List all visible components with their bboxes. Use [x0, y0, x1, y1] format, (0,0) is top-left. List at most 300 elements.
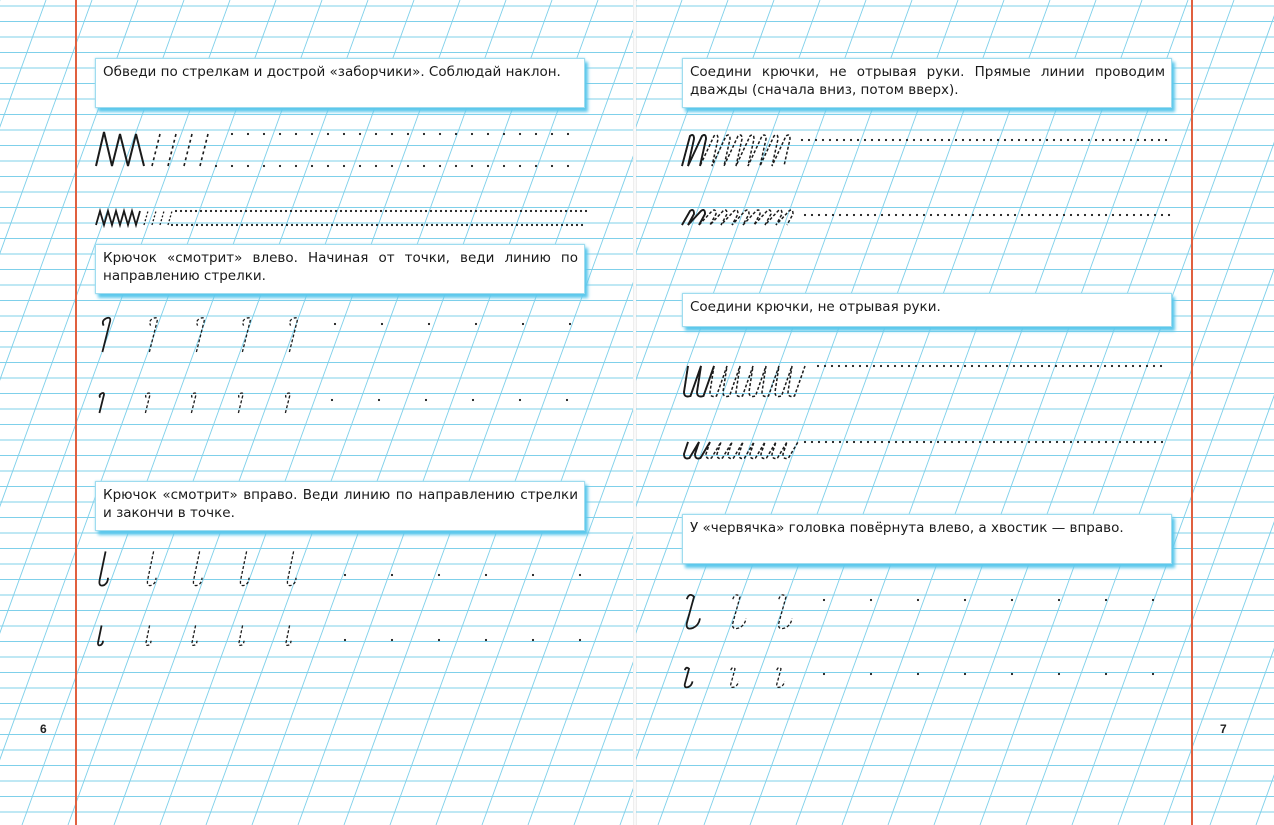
guide-dot: [874, 441, 876, 443]
guide-dot: [948, 139, 950, 141]
guide-dot: [831, 365, 833, 367]
hook-left-stroke: [238, 393, 243, 413]
guide-dot: [378, 399, 380, 401]
page-number-left: 6: [40, 722, 47, 736]
guide-dot: [471, 224, 473, 226]
guide-dot: [853, 441, 855, 443]
guide-dot: [406, 224, 408, 226]
fence-row-small: [92, 205, 592, 230]
guide-dot: [1081, 139, 1083, 141]
guide-dot: [569, 323, 571, 325]
guide-dot: [438, 574, 440, 576]
guide-dot: [535, 133, 537, 135]
small-fence-dashed-strokes: [144, 211, 172, 225]
guide-dot: [315, 210, 317, 212]
guide-dot: [808, 139, 810, 141]
guide-dot: [1020, 365, 1022, 367]
guide-dot: [376, 224, 378, 226]
guide-dot: [1042, 214, 1044, 216]
guide-dot: [321, 224, 323, 226]
guide-dot: [275, 210, 277, 212]
guide-dot: [908, 365, 910, 367]
guide-dot: [331, 399, 333, 401]
guide-dot: [519, 165, 521, 167]
guide-dot: [888, 214, 890, 216]
guide-dot: [1132, 365, 1134, 367]
guide-dot: [438, 639, 440, 641]
guide-dot: [899, 139, 901, 141]
guide-dot: [380, 210, 382, 212]
guide-dot: [175, 210, 177, 212]
guide-dot: [221, 224, 223, 226]
guide-dot: [1025, 139, 1027, 141]
hook-right-stroke: [99, 551, 108, 585]
guide-dot: [1105, 214, 1107, 216]
hook-left-stroke: [285, 393, 290, 413]
guide-dot: [391, 574, 393, 576]
guide-dot: [351, 224, 353, 226]
guide-dot: [999, 365, 1001, 367]
guide-dot: [1119, 441, 1121, 443]
guide-dot: [1039, 139, 1041, 141]
hook-right-stroke: [193, 551, 202, 585]
guide-dot: [825, 441, 827, 443]
guide-dot: [296, 224, 298, 226]
guide-dot: [535, 210, 537, 212]
hook-right-stroke: [98, 625, 103, 645]
guide-dot: [894, 365, 896, 367]
guide-dot: [290, 210, 292, 212]
guide-dot: [211, 224, 213, 226]
guide-dot: [561, 224, 563, 226]
guide-dot: [895, 441, 897, 443]
hook-left-row-small: [92, 388, 592, 418]
guide-dot: [824, 365, 826, 367]
guide-dot: [340, 210, 342, 212]
guide-dot: [579, 639, 581, 641]
guide-dot: [1133, 214, 1135, 216]
guide-dot: [979, 214, 981, 216]
guide-dot: [930, 214, 932, 216]
guide-dot: [501, 224, 503, 226]
guide-dot: [180, 210, 182, 212]
guide-dot: [411, 224, 413, 226]
guide-dot: [390, 210, 392, 212]
guide-dot: [923, 441, 925, 443]
guide-dot: [566, 399, 568, 401]
slant-line: [888, 0, 1188, 825]
guide-dot: [405, 210, 407, 212]
guide-dot: [371, 224, 373, 226]
guide-dot: [1035, 441, 1037, 443]
guide-dot: [305, 210, 307, 212]
guide-dot: [485, 639, 487, 641]
guide-dot: [385, 210, 387, 212]
guide-dot: [270, 210, 272, 212]
guide-dot: [811, 441, 813, 443]
hook-right-stroke: [286, 625, 291, 645]
guide-dot: [428, 323, 430, 325]
guide-dot: [231, 133, 233, 135]
guide-dot: [407, 165, 409, 167]
guide-dot: [500, 210, 502, 212]
guide-dot: [1137, 139, 1139, 141]
guide-dot: [456, 224, 458, 226]
guide-dot: [1014, 441, 1016, 443]
guide-dot: [829, 139, 831, 141]
guide-dot: [334, 323, 336, 325]
hook-right-row-large: [92, 545, 592, 590]
guide-dot: [201, 224, 203, 226]
guide-dot: [1144, 139, 1146, 141]
connected-hooks-traced: [682, 210, 705, 225]
guide-dot: [343, 165, 345, 167]
guide-dot: [375, 210, 377, 212]
slant-line: [1210, 0, 1274, 825]
worm-stroke: [731, 668, 739, 688]
guide-dot: [431, 224, 433, 226]
guide-dot: [1161, 441, 1163, 443]
guide-dot: [1011, 673, 1013, 675]
guide-dot: [346, 224, 348, 226]
guide-dot: [838, 365, 840, 367]
guide-dot: [1027, 365, 1029, 367]
guide-dot: [455, 165, 457, 167]
fence-row-large: [92, 128, 592, 173]
guide-dot: [503, 133, 505, 135]
guide-dot: [246, 224, 248, 226]
guide-dot: [335, 210, 337, 212]
guide-dot: [356, 224, 358, 226]
guide-dot: [1091, 441, 1093, 443]
guide-dot: [993, 214, 995, 216]
guide-dot: [950, 365, 952, 367]
worm-stroke: [685, 668, 693, 688]
guide-dot: [843, 139, 845, 141]
guide-dot: [1123, 139, 1125, 141]
guide-dot: [1007, 441, 1009, 443]
guide-dot: [281, 224, 283, 226]
guide-dot: [839, 441, 841, 443]
guide-dot: [818, 441, 820, 443]
guide-dot: [330, 210, 332, 212]
guide-dot: [195, 210, 197, 212]
guide-dot: [1168, 214, 1170, 216]
guide-dot: [964, 599, 966, 601]
guide-dot: [892, 139, 894, 141]
guide-dot: [1063, 441, 1065, 443]
guide-dot: [535, 165, 537, 167]
guide-dot: [425, 399, 427, 401]
hook-left-stroke: [99, 393, 104, 413]
guide-dot: [471, 165, 473, 167]
guide-dot: [937, 441, 939, 443]
guide-dot: [531, 224, 533, 226]
guide-dot: [836, 139, 838, 141]
guide-dot: [957, 365, 959, 367]
guide-dot: [496, 224, 498, 226]
worm-stroke: [733, 595, 746, 629]
guide-dot: [1098, 214, 1100, 216]
guide-dot: [986, 441, 988, 443]
guide-dot: [245, 210, 247, 212]
guide-dot: [832, 214, 834, 216]
guide-dot: [930, 441, 932, 443]
guide-dot: [1105, 441, 1107, 443]
connected-hooks-stroke: [682, 135, 790, 166]
guide-dot: [381, 323, 383, 325]
guide-dot: [311, 165, 313, 167]
guide-dot: [880, 365, 882, 367]
guide-dot: [1118, 365, 1120, 367]
guide-dot: [472, 399, 474, 401]
guide-dot: [265, 210, 267, 212]
guide-dot: [191, 224, 193, 226]
guide-dot: [852, 365, 854, 367]
guide-dot: [1140, 214, 1142, 216]
guide-dot: [1095, 139, 1097, 141]
guide-dot: [1048, 365, 1050, 367]
guide-dot: [801, 139, 803, 141]
u-hooks-traced: [684, 442, 710, 459]
guide-dot: [423, 165, 425, 167]
guide-dot: [256, 224, 258, 226]
guide-dot: [1102, 139, 1104, 141]
guide-dot: [551, 165, 553, 167]
guide-dot: [210, 210, 212, 212]
guide-dot: [1158, 139, 1160, 141]
guide-dot: [962, 139, 964, 141]
guide-dot: [511, 224, 513, 226]
guide-dot: [336, 224, 338, 226]
guide-dot: [396, 224, 398, 226]
slant-line: [842, 0, 1142, 825]
task-text-connect: Соедини крючки, не отрывая руки.: [690, 299, 941, 315]
guide-dot: [416, 224, 418, 226]
guide-dot: [485, 210, 487, 212]
guide-dot: [917, 599, 919, 601]
guide-dot: [815, 139, 817, 141]
guide-dot: [475, 210, 477, 212]
guide-dot: [226, 224, 228, 226]
task-text-worm: У «червячка» головка повёрнута влево, а хвостик — вправо.: [690, 520, 1124, 536]
guide-dot: [327, 165, 329, 167]
hook-left-row-large: [92, 312, 592, 357]
guide-dot: [866, 365, 868, 367]
right-margin-line: [1191, 0, 1193, 825]
guide-dot: [913, 139, 915, 141]
task-text-connect-twice: Соедини крючки, не отрывая руки. Прямые линии проводим дважды (сначала вниз, потом вверх).: [690, 64, 1165, 98]
small-fence-traced-line: [96, 211, 140, 225]
slant-line: [1072, 0, 1274, 825]
guide-dot: [407, 133, 409, 135]
guide-dot: [978, 365, 980, 367]
guide-dot: [1060, 139, 1062, 141]
guide-dot: [1125, 365, 1127, 367]
guide-dot: [286, 224, 288, 226]
guide-dot: [450, 210, 452, 212]
guide-dot: [487, 165, 489, 167]
hook-right-stroke: [240, 551, 249, 585]
guide-dot: [426, 224, 428, 226]
task-box-worm: [682, 514, 1172, 564]
guide-dot: [1032, 139, 1034, 141]
guide-dot: [923, 214, 925, 216]
guide-dot: [888, 441, 890, 443]
guide-dot: [811, 214, 813, 216]
guide-dot: [1116, 139, 1118, 141]
guide-dot: [986, 214, 988, 216]
guide-dot: [260, 210, 262, 212]
guide-dot: [190, 210, 192, 212]
guide-dot: [1070, 441, 1072, 443]
guide-dot: [1088, 139, 1090, 141]
guide-dot: [391, 165, 393, 167]
guide-dot: [976, 139, 978, 141]
guide-dot: [943, 365, 945, 367]
guide-dot: [1147, 441, 1149, 443]
guide-dot: [231, 165, 233, 167]
guide-dot: [846, 214, 848, 216]
guide-dot: [556, 224, 558, 226]
guide-dot: [929, 365, 931, 367]
guide-dot: [510, 210, 512, 212]
guide-dot: [1021, 214, 1023, 216]
guide-dot: [576, 224, 578, 226]
guide-dot: [1058, 599, 1060, 601]
guide-dot: [186, 224, 188, 226]
guide-dot: [1007, 214, 1009, 216]
guide-dot: [1152, 673, 1154, 675]
guide-dot: [415, 210, 417, 212]
guide-dot: [1084, 214, 1086, 216]
guide-dot: [870, 673, 872, 675]
guide-dot: [522, 323, 524, 325]
guide-dot: [506, 224, 508, 226]
guide-dot: [1000, 214, 1002, 216]
guide-dot: [1041, 365, 1043, 367]
guide-dot: [1049, 214, 1051, 216]
guide-dot: [495, 210, 497, 212]
guide-dot: [1105, 599, 1107, 601]
slant-line: [934, 0, 1234, 825]
guide-dot: [276, 224, 278, 226]
guide-dot: [550, 210, 552, 212]
guide-dot: [860, 441, 862, 443]
guide-dot: [916, 441, 918, 443]
connected-hooks-traced: [682, 135, 706, 166]
guide-dot: [1028, 214, 1030, 216]
guide-dot: [1154, 441, 1156, 443]
hook-left-stroke: [242, 318, 250, 352]
guide-dot: [196, 224, 198, 226]
guide-dot: [1069, 365, 1071, 367]
guide-dot: [225, 210, 227, 212]
guide-dot: [1111, 365, 1113, 367]
guide-dot: [902, 441, 904, 443]
guide-dot: [231, 224, 233, 226]
hook-right-stroke: [147, 551, 156, 585]
guide-dot: [818, 214, 820, 216]
guide-dot: [1160, 365, 1162, 367]
u-hooks-stroke: [684, 366, 805, 397]
slant-line: [0, 0, 92, 825]
guide-dot: [247, 133, 249, 135]
guide-dot: [1077, 441, 1079, 443]
guide-dot: [901, 365, 903, 367]
guide-dot: [1058, 673, 1060, 675]
guide-dot: [864, 139, 866, 141]
guide-dot: [560, 210, 562, 212]
small-fence-dots-bottom: [171, 224, 583, 226]
guide-dot: [817, 365, 819, 367]
guide-dot: [490, 210, 492, 212]
guide-dot: [366, 224, 368, 226]
guide-dot: [983, 139, 985, 141]
guide-dot: [997, 139, 999, 141]
guide-dot: [1076, 365, 1078, 367]
guide-dot: [958, 214, 960, 216]
guide-dot: [423, 133, 425, 135]
guide-dot: [823, 673, 825, 675]
guide-dot: [475, 323, 477, 325]
guide-dot: [860, 214, 862, 216]
guide-dot: [280, 210, 282, 212]
guide-dot: [251, 224, 253, 226]
worm-row-small: [680, 662, 1180, 692]
guide-dot: [1070, 214, 1072, 216]
guide-dot: [867, 214, 869, 216]
guide-dot: [850, 139, 852, 141]
guide-dot: [519, 399, 521, 401]
guide-dot: [240, 210, 242, 212]
guide-dot: [955, 139, 957, 141]
guide-dot: [566, 224, 568, 226]
hook-right-stroke: [146, 625, 151, 645]
guide-dot: [825, 214, 827, 216]
guide-dot: [1112, 214, 1114, 216]
left-margin-line: [75, 0, 77, 825]
guide-dot: [1097, 365, 1099, 367]
guide-dot: [922, 365, 924, 367]
hook-right-stroke: [287, 551, 296, 585]
guide-dot: [965, 214, 967, 216]
guide-dot: [401, 224, 403, 226]
connect-row-large-1: [680, 128, 1180, 173]
guide-dot: [1053, 139, 1055, 141]
guide-dot: [445, 210, 447, 212]
hook-left-stroke: [149, 318, 157, 352]
guide-dot: [555, 210, 557, 212]
task-box-connect-twice: [682, 58, 1172, 108]
guide-dot: [311, 133, 313, 135]
guide-dot: [359, 133, 361, 135]
hook-left-stroke: [145, 393, 150, 413]
task-box-hook-right: [95, 481, 585, 531]
guide-dot: [579, 574, 581, 576]
guide-dot: [1105, 673, 1107, 675]
guide-dot: [465, 210, 467, 212]
guide-dot: [1146, 365, 1148, 367]
guide-dot: [365, 210, 367, 212]
guide-dot: [887, 365, 889, 367]
guide-dot: [460, 210, 462, 212]
fence-dots-bottom: [215, 165, 569, 167]
guide-dot: [271, 224, 273, 226]
guide-dot: [965, 441, 967, 443]
guide-dot: [1056, 441, 1058, 443]
slant-line: [658, 0, 958, 825]
